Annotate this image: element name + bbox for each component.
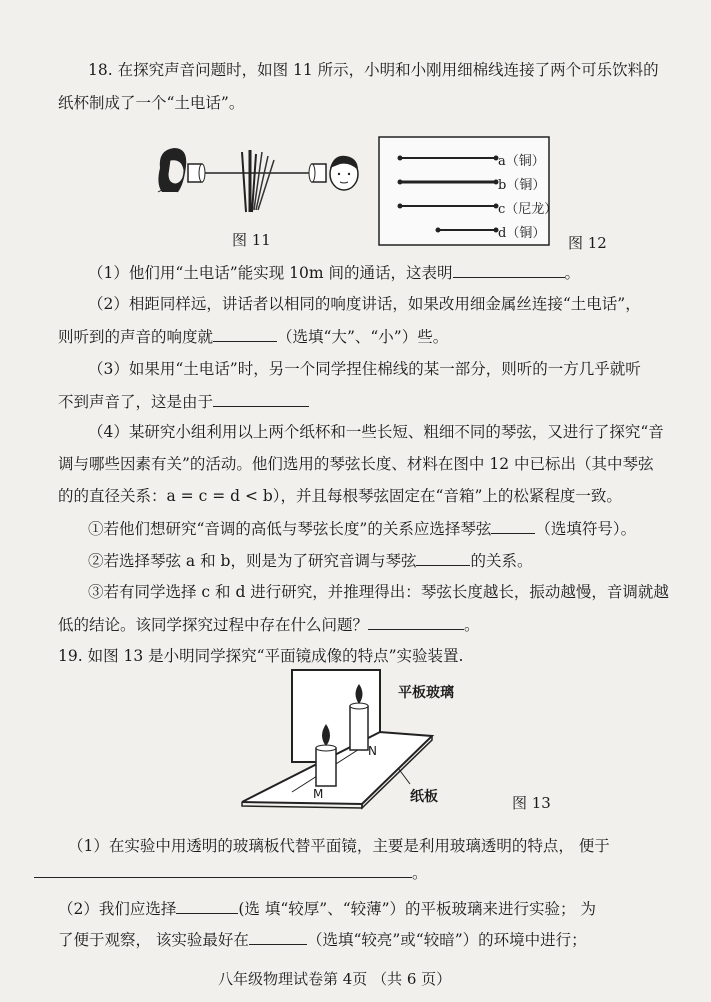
m-label: M (313, 787, 324, 801)
q18-part4-line1: （4）某研究小组利用以上两个纸杯和一些长短、粗细不同的琴弦，又进行了探究“音 (88, 423, 664, 441)
answer-blank[interactable] (416, 550, 470, 566)
q18-sub2: ②若选择琴弦 a 和 b，则是为了研究音调与琴弦 的关系。 (88, 552, 533, 570)
answer-blank[interactable] (491, 518, 535, 534)
page-footer: 八年级物理试卷第 4页 （共 6 页） (218, 970, 452, 988)
q18-part4-line2: 调与哪些因素有关”的活动。他们选用的琴弦长度、材料在图中 12 中已标出（其中琴弦 (58, 455, 654, 473)
q18-line2: 纸杯制成了一个“土电话”。 (58, 94, 245, 112)
string-d-label: d（铜） (498, 226, 546, 241)
q19-part2-line2: 了便于观察， 该实验最好在 （选填“较亮”或“较暗”）的环境中进行； (58, 931, 587, 949)
q18-sub3-line2: 低的结论。该同学探究过程中存在什么问题？ 。 (58, 616, 480, 634)
q19-part1-line1: （1）在实验中用透明的玻璃板代替平面镜，主要是利用玻璃透明的特点， 便于 (68, 837, 610, 855)
n-label: N (368, 744, 377, 758)
paper-label: 纸板 (410, 789, 438, 805)
figure-11 (150, 140, 370, 220)
answer-blank[interactable] (213, 391, 309, 407)
q18-part2-line2: 则听到的声音的响度就 （选填“大”、“小”）些。 (58, 328, 449, 346)
q19-part1-line2: 。 (34, 862, 428, 883)
answer-blank[interactable] (34, 862, 412, 878)
boy-figure (330, 156, 358, 190)
figure-12-caption: 图 12 (568, 234, 607, 252)
glass-label: 平板玻璃 (398, 685, 454, 701)
answer-blank[interactable] (176, 898, 238, 914)
answer-blank[interactable] (249, 929, 307, 945)
answer-blank[interactable] (368, 614, 464, 630)
q18-part3-line1: （3）如果用“土电话”时，另一个同学捏住棉线的某一部分，则听的一方几乎就听 (88, 360, 641, 378)
figure-13-caption: 图 13 (512, 794, 551, 812)
q18-sub1: ①若他们想研究“音调的高低与琴弦长度”的关系应选择琴弦 （选填符号）。 (88, 520, 637, 538)
q18-part1: （1）他们用“土电话”能实现 10m 间的通话，这表明 。 (88, 264, 581, 282)
q18-part2-line1: （2）相距同样远，讲话者以相同的响度讲话，如果改用细金属丝连接“土电话”， (88, 295, 641, 313)
answer-blank[interactable] (453, 262, 565, 278)
q19-part2-line1: （2）我们应选择 (选 填“较厚”、“较薄”）的平板玻璃来进行实验； 为 (58, 900, 596, 918)
q18-part3-line2: 不到声音了，这是由于 (58, 391, 309, 412)
figure-11-caption: 图 11 (232, 231, 271, 249)
q18-line1: 18. 在探究声音问题时，如图 11 所示，小明和小刚用细棉线连接了两个可乐饮料的 (88, 61, 659, 79)
string-a-label: a（铜） (498, 154, 545, 169)
q18-sub3-line1: ③若有同学选择 c 和 d 进行研究，并推理得出：琴弦长度越长，振动越慢，音调就越 (88, 583, 669, 601)
q18-part4-line3: 的的直径关系：a = c = d < b），并且每根琴弦固定在“音箱”上的松紧程度一致。 (58, 487, 622, 505)
string-b-label: b（铜） (498, 178, 546, 193)
string-c-label: c（尼龙） (498, 202, 558, 217)
q19-line1: 19. 如图 13 是小明同学探究“平面镜成像的特点”实验装置. (58, 647, 464, 665)
answer-blank[interactable] (213, 326, 277, 342)
obstacle-rods (242, 150, 274, 212)
girl-figure (158, 148, 186, 192)
